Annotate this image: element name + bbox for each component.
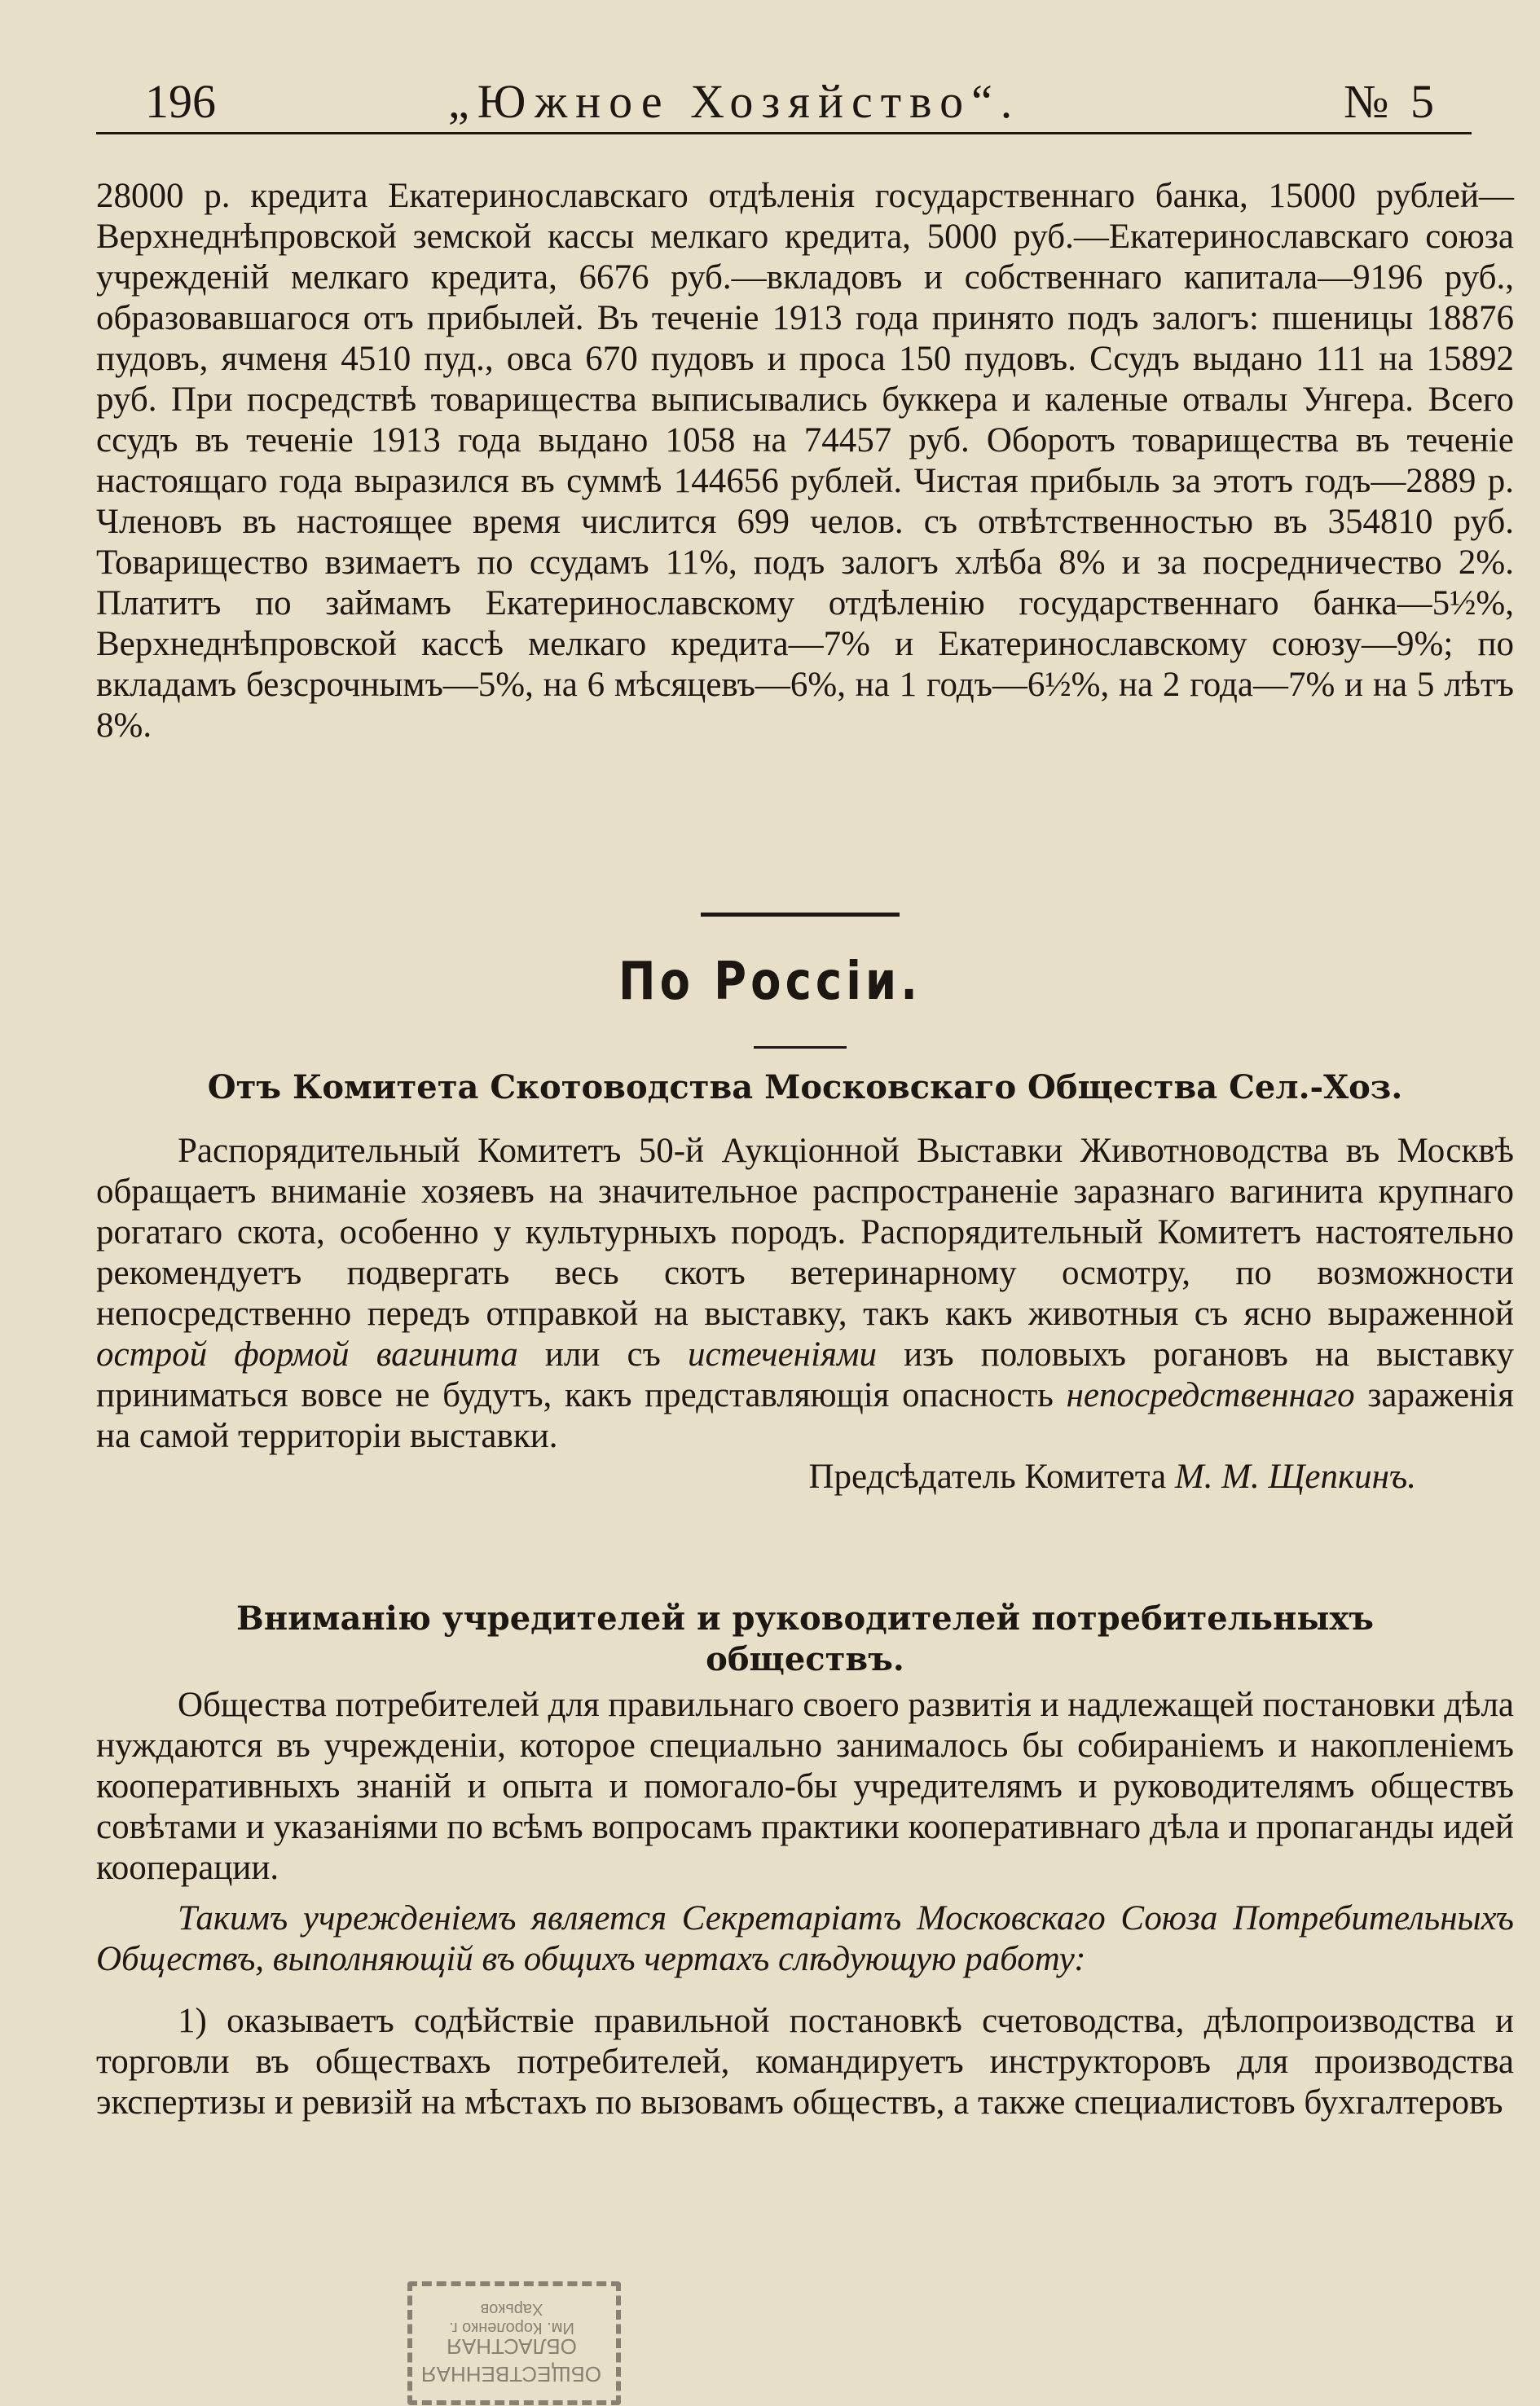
section-title-underline — [754, 1046, 847, 1049]
stamp-line-1: ОБЩЕСТВЕННАЯ — [420, 2362, 601, 2386]
committee-italic-3: непосредственнаго — [1066, 1376, 1355, 1414]
intro-paragraph: 28000 р. кредита Екатеринославскаго отдѣленія государственнаго банка, 15000 рублей—Верхнеднѣпровской земской кассы мелкаго кредита, 5000 руб.—Екатеринославскаго союза учрежденій мелкаго кредита, 6676 руб.—вкладовъ и собственнаго капитала—9196 руб., образовавшагося отъ прибылей. Въ теченіе 1913 года принято подъ залогъ: пшеницы 18876 пудовъ, ячменя 4510 пуд., овса 670 пудовъ и проса 150 пудовъ. Ссудъ выдано 111 на 15892 руб. При посредствѣ товарищества выписывались буккера и каленые отвалы Унгера. Всего ссудъ въ теченіе 1913 года выдано 1058 на 74457 руб. Оборотъ товарищества въ теченіе настоящаго года выразился въ суммѣ 144656 рублей. Чистая прибыль за этотъ годъ—2889 р. Членовъ въ настоящее время числится 699 челов. съ отвѣтственностью въ 354810 руб. Товарищество взимаетъ по ссудамъ 11%, подъ залогъ хлѣба 8% и за посредничество 2%. Платитъ по займамъ Екатеринославскому отдѣленію государственнаго банка—5½%, Верхнеднѣпровской кассѣ мелкаго кредита—7% и Екатеринославскому союзу—9%; по вкладамъ безсрочнымъ—5%, на 6 мѣсяцевъ—6%, на 1 годъ—6½%, на 2 года—7% и на 5 лѣтъ 8%. — [96, 177, 1514, 745]
journal-title: „Южное Хозяйство“. — [448, 75, 1021, 128]
issue-number: № 5 — [1344, 75, 1439, 128]
committee-signature — [96, 1457, 1514, 1498]
signature-prefix: Предсѣдатель Комитета — [808, 1458, 1175, 1496]
committee-article — [96, 1067, 1514, 1498]
committee-text-2: или съ — [517, 1335, 689, 1374]
stamp-line-2: ОБЛАСТНАЯ — [447, 2334, 577, 2359]
signature-name: М. М. Щепкинъ. — [1174, 1458, 1416, 1496]
cooperative-heading-line-2: обществъ. — [706, 1640, 904, 1678]
committee-text-3: изъ половыхъ рогановъ на выставку приниматься вовсе не будутъ, какъ представляющія опасность — [96, 1335, 1514, 1414]
section-title: По Россіи. — [618, 952, 922, 1012]
cooperative-heading-line-1: Вниманію учредителей и руководителей потребительныхъ — [236, 1599, 1374, 1638]
running-header — [96, 75, 1472, 134]
cooperative-paragraph-1: Общества потребителей для правильнаго своего развитія и надлежащей постановки дѣла нуждаются въ учрежденіи, которое специально занималось бы собираніемъ и накопленіемъ кооперативныхъ знаній и опыта и помогало-бы учредителямъ и руководителямъ обществъ совѣтами и указаніями по всѣмъ вопросамъ практики кооперативнаго дѣла и пропаганды идей кооперации. — [96, 1686, 1514, 1887]
page-number: 196 — [145, 75, 216, 128]
committee-italic-2: истеченіями — [688, 1335, 877, 1374]
intro-block — [96, 176, 1514, 746]
cooperative-article — [96, 1599, 1514, 2123]
committee-text-4: зараженія на самой территоріи выставки. — [96, 1376, 1514, 1455]
library-stamp — [407, 2281, 621, 2405]
cooperative-paragraph-2: Такимъ учрежденіемъ является Секретаріатъ Московскаго Союза Потребительныхъ Обществъ, выполняющій въ общихъ чертахъ слѣдующую работу: — [96, 1899, 1514, 1978]
committee-heading: Отъ Комитета Скотоводства Московскаго Общества Сел.-Хоз. — [207, 1068, 1403, 1106]
section-divider — [701, 913, 900, 917]
cooperative-paragraph-3: 1) оказываетъ содѣйствіе правильной постановкѣ счетоводства, дѣлопроизводства и торговли въ обществахъ потребителей, командируетъ инструкторовъ для производства экспертизы и ревизій на мѣстахъ по вызовамъ обществъ, а также специалистовъ бухгалтеровъ — [96, 2002, 1514, 2122]
committee-paragraph — [96, 1131, 1514, 1457]
committee-text-1: Распорядительный Комитетъ 50-й Аукціонной Выставки Животноводства въ Москвѣ обращаетъ вниманіе хозяевъ на значительное распространеніе заразнаго вагинита крупнаго рогатаго скота, особенно у культурныхъ породъ. Распорядительный Комитетъ настоятельно рекомендуетъ подвергать весь скотъ ветеринарному осмотру, по возможности непосредственно передъ отправкой на выставку, такъ какъ животныя съ ясно выраженной — [96, 1132, 1514, 1333]
committee-italic-1: острой формой вагинита — [96, 1335, 518, 1374]
stamp-line-3: Им. Короленко г. Харьков — [449, 2300, 574, 2337]
